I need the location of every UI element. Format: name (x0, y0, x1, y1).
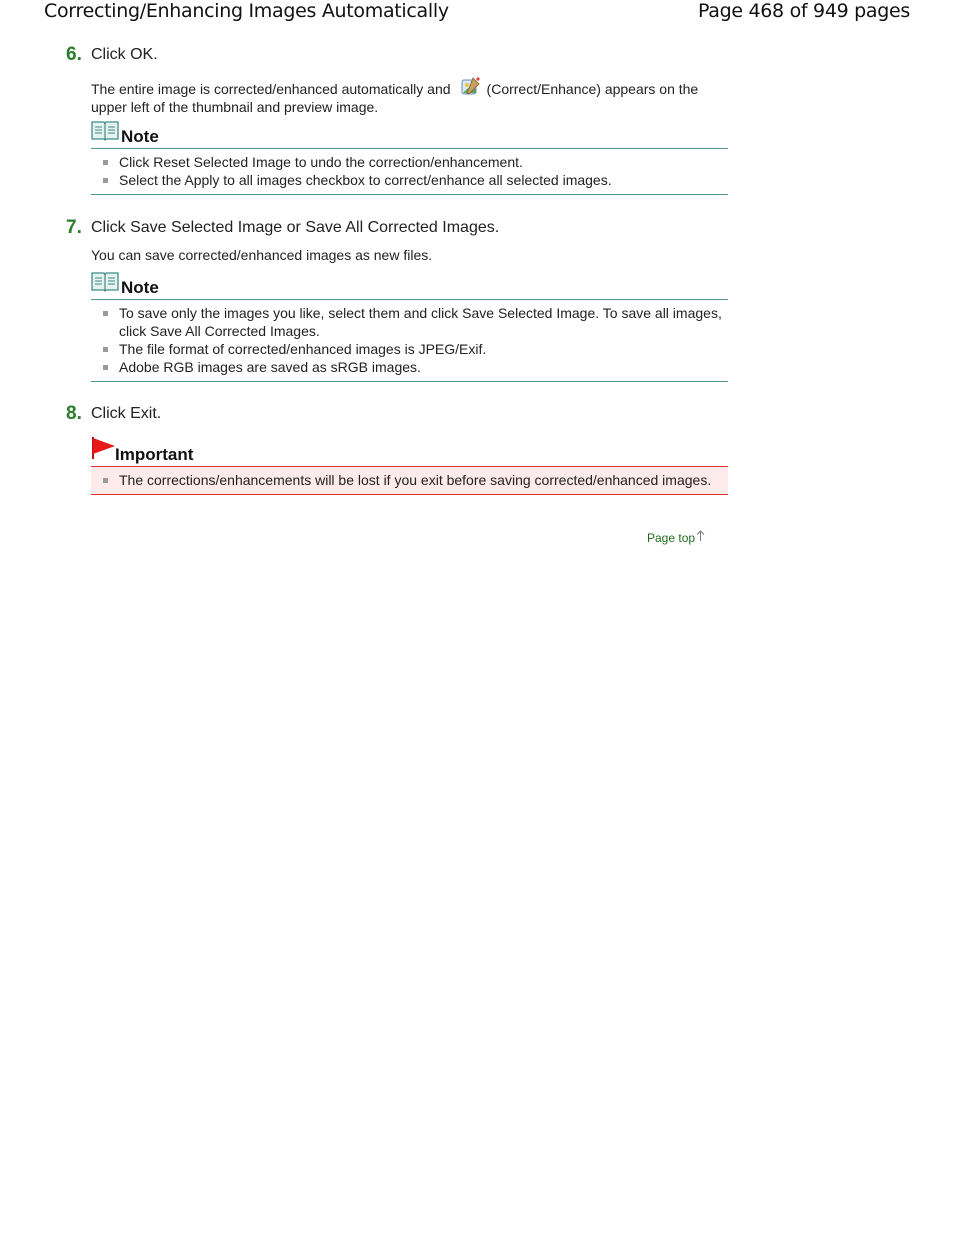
list-item-text: Adobe RGB images are saved as sRGB images. (119, 359, 421, 375)
note-header (91, 273, 728, 300)
bullet-square-icon (103, 365, 108, 370)
bullet-square-icon (103, 160, 108, 165)
step-description-text-cont: (Correct/Enhance) appears on the upper left of the thumbnail and preview image. (91, 81, 699, 115)
arrow-up-icon[interactable] (696, 530, 705, 545)
note-box (91, 122, 728, 195)
document-title: Correcting/Enhancing Images Automatically (44, 0, 449, 22)
list-item-text: To save only the images you like, select them and click Save Selected Image. To save all images, click Save All Corrected Images. (119, 305, 722, 339)
page-count: Page 468 of 949 pages (697, 0, 910, 22)
important-box (91, 440, 728, 495)
red-flag-icon (91, 437, 117, 464)
note-box (91, 273, 728, 382)
bullet-square-icon (103, 178, 108, 183)
list-item-text: Click Reset Selected Image to undo the correction/enhancement. (119, 154, 523, 170)
note-header (91, 122, 728, 149)
bullet-square-icon (103, 347, 108, 352)
list-item-text: Select the Apply to all images checkbox to correct/enhance all selected images. (119, 172, 612, 188)
step-number: 7. (66, 217, 82, 238)
step-description: You can save corrected/enhanced images as new files. (91, 247, 433, 263)
list-item-text: The file format of corrected/enhanced images is JPEG/Exif. (119, 341, 487, 357)
list-item (91, 340, 728, 358)
list-item-text: The corrections/enhancements will be lost if you exit before saving corrected/enhanced images. (119, 472, 712, 488)
step-title: Click OK. (91, 46, 158, 63)
page-top-link[interactable] (647, 530, 705, 545)
step-title: Click Exit. (91, 405, 162, 422)
list-item (91, 358, 728, 376)
bullet-square-icon (103, 478, 108, 483)
list-item (91, 153, 728, 171)
page-top-label[interactable]: Page top (647, 531, 696, 545)
page-header (0, 0, 954, 28)
book-icon (91, 119, 119, 146)
important-header (91, 440, 728, 467)
book-icon (91, 270, 119, 297)
step-title: Click Save Selected Image or Save All Corrected Images. (91, 219, 500, 236)
note-label: Note (121, 127, 159, 146)
note-body (91, 149, 728, 195)
bullet-square-icon (103, 311, 108, 316)
step-number: 8. (66, 403, 82, 424)
note-label: Note (121, 278, 159, 297)
correct-enhance-icon (459, 76, 481, 98)
important-label: Important (115, 445, 194, 464)
list-item (91, 471, 728, 489)
list-item (91, 171, 728, 189)
step-number: 6. (66, 44, 82, 65)
important-body (91, 467, 728, 495)
step-description-text: The entire image is corrected/enhanced automatically and (91, 81, 451, 97)
note-body (91, 300, 728, 382)
step-description (91, 76, 711, 116)
list-item (91, 304, 728, 340)
